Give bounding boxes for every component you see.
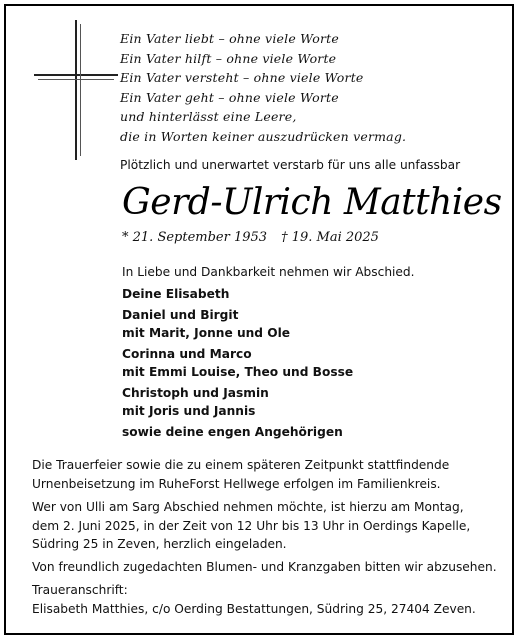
family-member: mit Joris und Jannis bbox=[122, 404, 256, 418]
family-group bbox=[122, 306, 353, 343]
flowers-note: Von freundlich zugedachten Blumen- und Kranzgaben bitten wir abzusehen. bbox=[32, 560, 497, 574]
family-group bbox=[122, 384, 353, 421]
birth-date: * 21. September 1953 bbox=[122, 230, 268, 245]
address-line: Elisabeth Matthies, c/o Oerding Bestattungen, Südring 25, 27404 Zeven. bbox=[32, 601, 476, 616]
cross-icon-shadow bbox=[80, 24, 81, 156]
family-member: Deine Elisabeth bbox=[122, 287, 230, 301]
deceased-name: Gerd-Ulrich Matthies bbox=[122, 182, 502, 223]
farewell-line: In Liebe und Dankbarkeit nehmen wir Abschied. bbox=[122, 265, 415, 279]
address-label: Traueranschrift: bbox=[32, 583, 128, 597]
family-member: sowie deine engen Angehörigen bbox=[122, 424, 343, 439]
family-member: mit Emmi Louise, Theo und Bosse bbox=[122, 365, 354, 379]
ceremony-line: Urnenbeisetzung im RuheForst Hellwege erfolgen im Familienkreis. bbox=[32, 476, 441, 491]
family-member: Corinna und Marco bbox=[122, 346, 252, 361]
cross-icon bbox=[75, 20, 77, 160]
mourning-address bbox=[32, 581, 476, 618]
viewing-line: Südring 25 in Zeven, herzlich eingeladen. bbox=[32, 537, 287, 551]
cross-icon-beam bbox=[34, 74, 118, 76]
family-group bbox=[122, 345, 353, 382]
viewing-line: Wer von Ulli am Sarg Abschied nehmen möchte, ist hierzu am Montag, bbox=[32, 500, 464, 514]
poem-line: Ein Vater geht – ohne viele Worte bbox=[120, 89, 339, 105]
life-dates bbox=[122, 230, 379, 245]
family-member: mit Marit, Jonne und Ole bbox=[122, 326, 291, 340]
poem-line: Ein Vater hilft – ohne viele Worte bbox=[120, 50, 337, 66]
poem-line: die in Worten keiner auszudrücken vermag. bbox=[120, 128, 407, 144]
ceremony-line: Die Trauerfeier sowie die zu einem späteren Zeitpunkt stattfindende bbox=[32, 458, 450, 472]
poem bbox=[120, 29, 406, 147]
family-group bbox=[122, 285, 353, 304]
viewing-paragraph bbox=[32, 498, 470, 554]
poem-line: Ein Vater liebt – ohne viele Worte bbox=[120, 31, 340, 46]
family-list bbox=[122, 285, 353, 443]
cross-icon-beam-shadow bbox=[38, 79, 114, 80]
family-group bbox=[122, 423, 353, 442]
poem-line: Ein Vater versteht – ohne viele Worte bbox=[120, 70, 364, 86]
family-member: Daniel und Birgit bbox=[122, 307, 239, 322]
viewing-line: dem 2. Juni 2025, in der Zeit von 12 Uhr bis 13 Uhr in Oerdings Kapelle, bbox=[32, 518, 471, 533]
obituary-frame bbox=[4, 4, 514, 635]
ceremony-paragraph bbox=[32, 456, 449, 493]
announcement-lead: Plötzlich und unerwartet verstarb für uns alle unfassbar bbox=[120, 158, 461, 172]
family-member: Christoph und Jasmin bbox=[122, 385, 269, 400]
death-date: † 19. Mai 2025 bbox=[281, 230, 379, 245]
poem-line: und hinterlässt eine Leere, bbox=[120, 109, 297, 125]
